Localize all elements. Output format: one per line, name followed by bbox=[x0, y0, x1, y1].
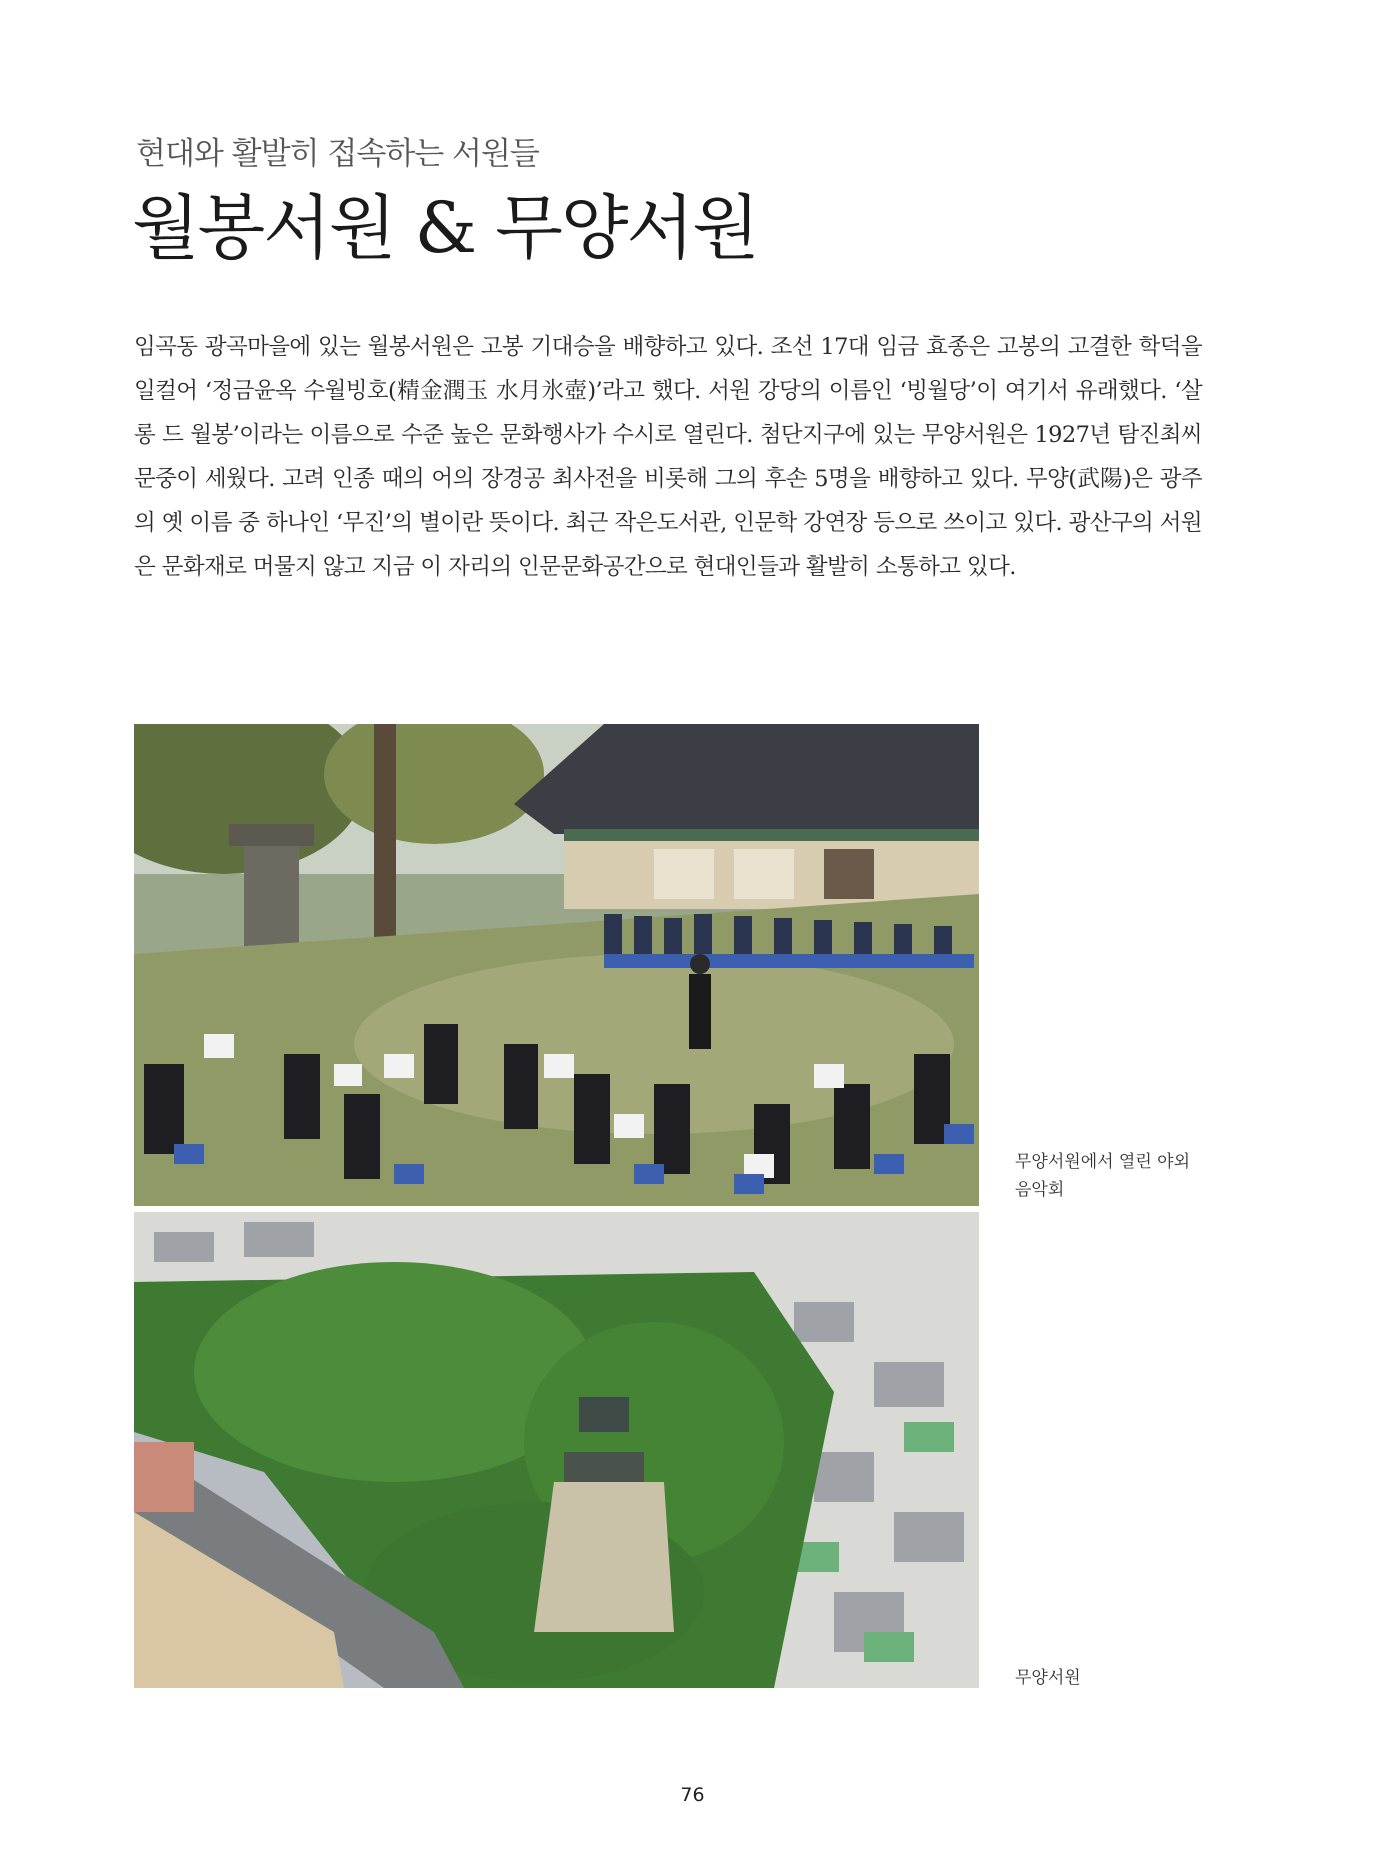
article-body: 임곡동 광곡마을에 있는 월봉서원은 고봉 기대승을 배향하고 있다. 조선 17대 임금 효종은 고봉의 고결한 학덕을 일컬어 ‘정금윤옥 수월빙호(精金潤玉 水月氷壺)’라고 했다. 서원 강당의 이름인 ‘빙월당’이 여기서 유래했다. ‘살롱 드 월봉’이라는 이름으로 수준 높은 문화행사가 수시로 열린다. 첨단지구에 있는 무양서원은 1927년 탐진최씨 문중이 세웠다. 고려 인종 때의 어의 장경공 최사전을 비롯해 그의 후손 5명을 배향하고 있다. 무양(武陽)은 광주의 옛 이름 중 하나인 ‘무진’의 별이란 뜻이다. 최근 작은도서관, 인문학 강연장 등으로 쓰이고 있다. 광산구의 서원은 문화재로 머물지 않고 지금 이 자리의 인문문화공간으로 현대인들과 활발히 소통하고 있다. bbox=[134, 334, 1202, 580]
article-subtitle: 현대와 활발히 접속하는 서원들 bbox=[136, 136, 539, 172]
aerial-photo bbox=[134, 1212, 979, 1688]
article-title: 월봉서원 & 무양서원 bbox=[132, 187, 758, 269]
concert-photo bbox=[134, 724, 979, 1206]
aerial-photo-caption: 무양서원 bbox=[1015, 1668, 1081, 1688]
page-number: 76 bbox=[680, 1784, 705, 1806]
concert-photo-caption: 무양서원에서 열린 야외음악회 bbox=[1015, 1152, 1191, 1200]
